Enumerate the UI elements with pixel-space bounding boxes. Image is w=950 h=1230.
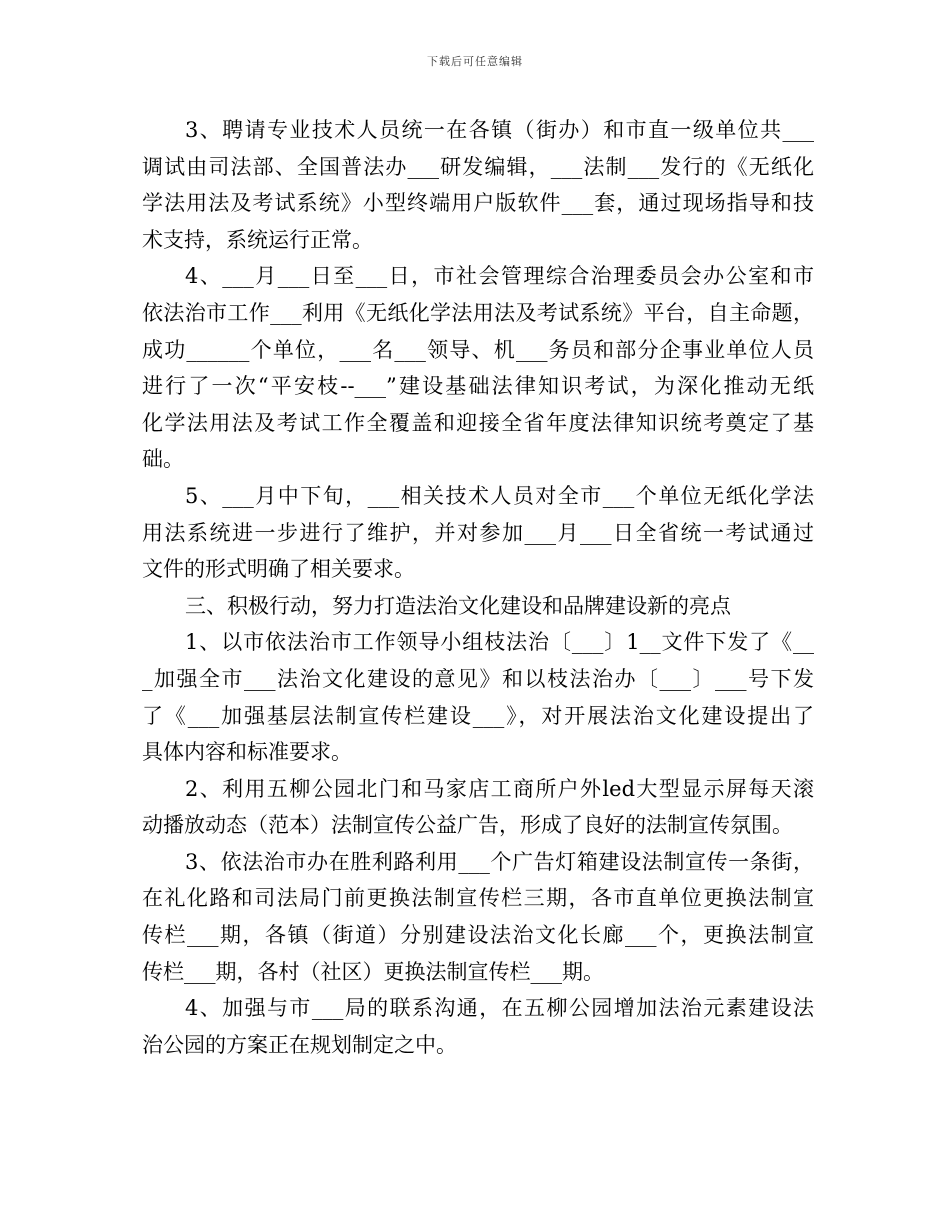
text-line: 学法用法及考试系统》小型终端用户版软件___套，通过现场指导和技	[142, 191, 814, 216]
text-line: 依法治市工作___利用《无纸化学法用法及考试系统》平台，自主命题，	[142, 300, 814, 325]
text-line: 3、依法治市办在胜利路利用___个广告灯箱建设法制宣传一条街，	[185, 849, 814, 874]
text-line: 动播放动态（范本）法制宣传公益广告，形成了良好的法制宣传氛围。	[142, 813, 793, 838]
text-line: 进行了一次“平安枝--___”建设基础法律知识考试，为深化推动无纸	[142, 374, 814, 399]
text-line: 治公园的方案正在规划制定之中。	[142, 1032, 457, 1057]
text-line: 调试由司法部、全国普法办___研发编辑，___法制___发行的《无纸化	[142, 154, 814, 179]
text-line: 2、利用五柳公园北门和马家店工商所户外led大型显示屏每天滚	[185, 776, 814, 801]
text-line: 用法系统进一步进行了维护，并对参加___月___日全省统一考试通过	[142, 520, 814, 545]
text-line: 在礼化路和司法局门前更换法制宣传栏三期，各市直单位更换法制宣	[142, 886, 814, 911]
text-line: 成功______个单位，___名___领导、机___务员和部分企事业单位人员	[142, 337, 814, 362]
page-header: 下载后可任意编辑	[427, 55, 523, 68]
text-line: 4、加强与市___局的联系沟通，在五柳公园增加法治元素建设法	[185, 996, 814, 1021]
text-line: 5、___月中下旬，___相关技术人员对全市___个单位无纸化学法	[185, 483, 814, 508]
text-line: 传栏___期，各镇（街道）分别建设法治文化长廊___个，更换法制宣	[142, 923, 814, 948]
text-line: 具体内容和标准要求。	[142, 740, 352, 765]
text-line: 1、以市依法治市工作领导小组枝法治〔___〕1__文件下发了《__	[185, 630, 814, 655]
text-line: _加强全市___法治文化建设的意见》和以枝法治办〔___〕___号下发	[142, 666, 814, 691]
text-line: 文件的形式明确了相关要求。	[142, 557, 415, 582]
text-line: 4、___月___日至___日，市社会管理综合治理委员会办公室和市	[185, 264, 814, 289]
text-line: 化学法用法及考试工作全覆盖和迎接全省年度法律知识统考奠定了基	[142, 410, 814, 435]
document-body	[142, 112, 814, 1063]
text-line: 三、积极行动，努力打造法治文化建设和品牌建设新的亮点	[185, 593, 731, 618]
text-line: 3、聘请专业技术人员统一在各镇（街办）和市直一级单位共___	[185, 118, 814, 142]
text-line: 传栏___期，各村（社区）更换法制宣传栏___期。	[142, 959, 604, 984]
text-line: 础。	[142, 447, 184, 472]
text-line: 术支持，系统运行正常。	[142, 227, 373, 252]
text-line: 了《___加强基层法制宣传栏建设___》，对开展法治文化建设提出了	[142, 703, 814, 728]
